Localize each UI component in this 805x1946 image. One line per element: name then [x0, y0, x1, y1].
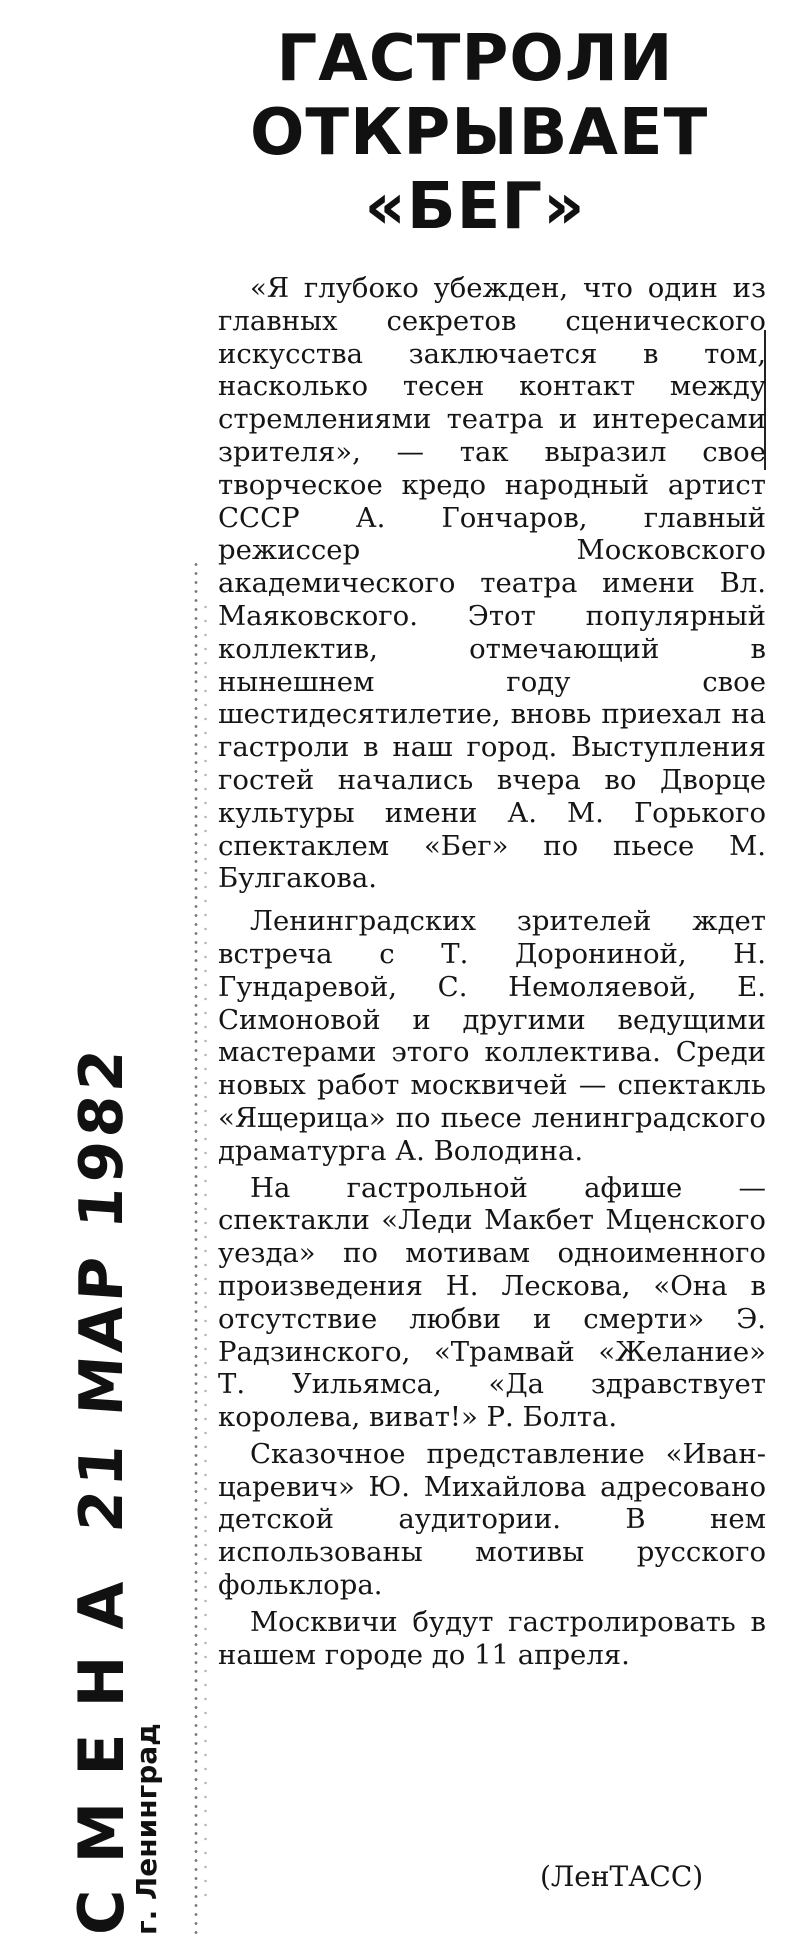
signature: (ЛенТАСС) [540, 1860, 704, 1893]
paragraph-3: На гастрольной афише — спектакли «Леди Макбет Мценского уезда» по мотивам одноименного произведения Н. Лескова, «Она в отсутствие любви и смерти» Э. Радзинского, «Трамвай «Желание» Т. Уильямса, «Да здравствует королева, виват!» Р. Болта. [218, 1171, 766, 1434]
date-stamp [65, 1042, 138, 1935]
cut-line-secondary [203, 600, 208, 1900]
cut-line [193, 560, 199, 1940]
paragraph-4: Сказочное представление «Иван-царевич» Ю. Михайлова адресовано детской аудитории. В нем использованы мотивы русского фольклора. [218, 1437, 766, 1602]
headline-line-3: «БЕГ» [364, 170, 586, 244]
headline-line-2: ОТКРЫВАЕТ [250, 96, 709, 170]
headline-line-1: ГАСТРОЛИ [276, 22, 674, 96]
paragraph-1: «Я глубоко убежден, что один из главных секретов сценического искусства заключается в том, насколько тесен контакт между стремлениями театра и интересами зрителя», — так выразил свое творческое кредо народный артист СССР А. Гончаров, главный режиссер Московского академического театра имени Вл. Маяковского. Этот популярный коллектив, отмечающий в нынешнем году свое шестидесятилетие, вновь приехал на гастроли в наш город. Выступления гостей начались вчера во Дворце культуры имени А. М. Горького спектаклем «Бег» по пьесе М. Булгакова. [218, 272, 766, 895]
stamp-city: г. Ленинград [130, 1723, 163, 1935]
paragraph-5: Москвичи будут гастролировать в нашем городе до 11 апреля. [218, 1605, 766, 1671]
paragraph-2: Ленинградских зрителей ждет встреча с Т. Дорониной, Н. Гундаревой, С. Немоляевой, Е. Симоновой и другими ведущими мастерами этого коллектива. Среди новых работ москвичей — спектакль «Ящерица» по пьесе ленинградского драматурга А. Володина. [218, 905, 766, 1167]
stamp-newspaper-name: СМЕНА [65, 1555, 138, 1935]
stamp-date: 21 МАР 1982 [66, 1042, 137, 1535]
article-body [218, 272, 766, 1675]
headline [250, 22, 709, 244]
